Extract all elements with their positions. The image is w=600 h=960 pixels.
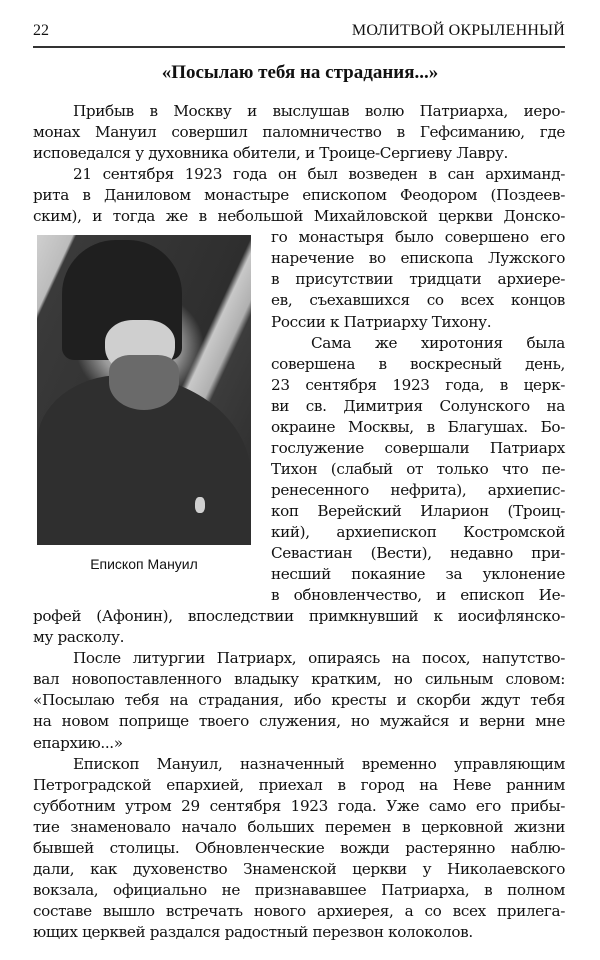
text-line: «Посылаю тебя на страдания, ибо кресты и скорби ждут тебя [33,691,565,710]
text-line: совершена в воскресный день, [271,354,565,373]
text-line: окраине Москвы, в Благушах. Бо- [271,417,565,436]
text-line: монах Мануил совершил паломничество в Гефсиманию, где [33,123,565,142]
text-line: несший покаяние за уклонение [271,565,565,584]
text-line: Тихон (слабый от только что пе- [271,459,565,478]
text-line: дали, как духовенство Знаменской церкви у Николаевского [33,859,565,878]
text-line: Севастиан (Вести), недавно при- [271,544,565,563]
photo-panagia-shape [195,497,205,513]
text-line: После литургии Патриарх, опираясь на посох, напутство- [73,649,565,668]
text-line: Петроградской епархией, приехал в город на Неве ранним [33,775,565,794]
text-line: в присутствии тридцати архиере- [271,270,565,289]
text-line: Сама же хиротония была [311,333,565,352]
text-line: тие знаменовало начало больших перемен в церковной жизни [33,817,565,836]
text-line: исповедался у духовника обители, и Троице-Сергиеву Лавру. [33,144,509,163]
text-line: му расколу. [33,628,125,647]
text-line: в обновленчество, и епископ Ие- [271,586,565,605]
text-line: коп Верейский Иларион (Троиц- [271,501,565,520]
text-line: бывшей столицы. Обновленческие вожди растерянно наблю- [33,838,565,857]
text-line: рита в Даниловом монастыре епископом Феодором (Поздеев- [33,186,565,205]
photo-beard-shape [109,355,179,410]
text-line: Епископ Мануил, назначенный временно управляющим [73,754,565,773]
text-line: рофей (Афонин), впоследствии примкнувший к иосифлянско- [33,607,565,626]
text-line: вокзала, официально не признававшее Патриарха, в полном [33,880,565,899]
section-title: «Посылаю тебя на страдания...» [161,62,439,83]
text-line: епархию...» [33,733,123,752]
text-line: наречение во епископа Лужского [271,249,565,268]
text-line: субботним утром 29 сентября 1923 года. Уже само его прибы- [33,796,565,815]
photo-caption: Епископ Мануил [90,556,198,572]
page-number: 22 [33,22,49,39]
text-line: ренесенного нефрита), архиепис- [271,480,565,499]
text-line: ви св. Димитрия Солунского на [271,396,565,415]
text-line: гослужение совершали Патриарх [271,438,565,457]
running-header [33,22,565,48]
text-line: вал новопоставленного владыку кратким, но сильным словом: [33,670,565,689]
text-line: на новом поприще твоего служения, но мужайся и верни мне [33,712,565,731]
text-line: составе вышло встречать нового архиерея, а со всех прилега- [33,901,565,920]
text-line: ев, съехавшихся со всех концов [271,291,565,310]
running-title: МОЛИТВОЙ ОКРЫЛЕННЫЙ [351,22,565,39]
text-line: России к Патриарху Тихону. [271,312,492,331]
text-line: кий), архиепископ Костромской [271,523,565,542]
text-line: 23 сентября 1923 года, в церк- [271,375,565,394]
text-line: Прибыв в Москву и выслушав волю Патриарха, иеро- [73,102,565,120]
text-line: ющих церквей раздался радостный перезвон колоколов. [33,923,473,941]
text-line: го монастыря было совершено его [271,228,565,247]
text-line: ским), и тогда же в небольшой Михайловской церкви Донско- [33,207,565,226]
text-line: 21 сентября 1923 года он был возведен в сан архиманд- [73,165,565,184]
portrait-photo [37,235,251,545]
